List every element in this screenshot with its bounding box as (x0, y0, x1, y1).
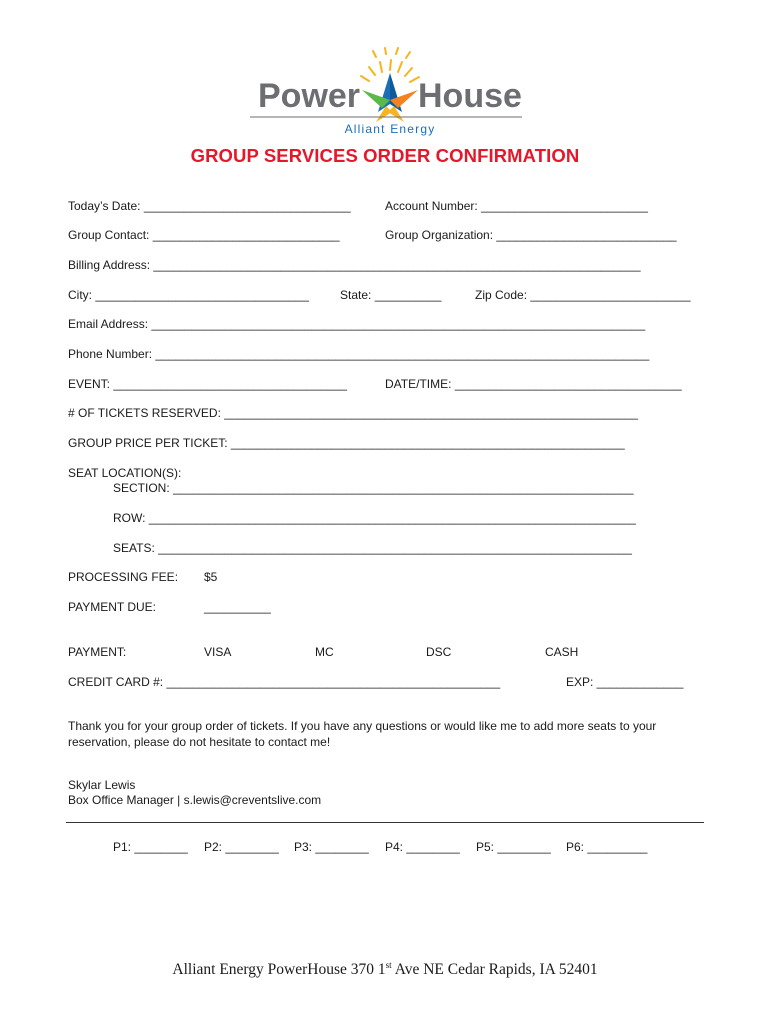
group-contact-field: Group Contact: ____________________________ (68, 228, 340, 242)
signature-name: Skylar Lewis (68, 778, 136, 792)
group-price-field: GROUP PRICE PER TICKET: ___________________________________________________________ (68, 436, 625, 450)
payment-due-label: PAYMENT DUE: (68, 600, 157, 614)
powerhouse-logo-graphic (240, 40, 530, 140)
credit-card-field: CREDIT CARD #: __________________________________________________ (68, 675, 501, 689)
city-field: City: ________________________________ (68, 288, 309, 302)
footer-address-rest: Ave NE Cedar Rapids, IA 52401 (391, 961, 598, 978)
seat-locations-label: SEAT LOCATION(S): (68, 466, 182, 480)
email-address-field: Email Address: __________________________________________________________________________ (68, 317, 646, 331)
payment-option-mc: MC (315, 645, 334, 659)
payment-option-cash: CASH (545, 645, 579, 659)
group-organization-field: Group Organization: ___________________________ (385, 228, 677, 242)
event-field: EVENT: ___________________________________ (68, 377, 347, 391)
footer-address-main: Alliant Energy PowerHouse 370 1 (172, 961, 386, 978)
divider (66, 822, 704, 823)
todays-date-field: Today’s Date: _______________________________ (68, 199, 351, 213)
payment-option-visa: VISA (204, 645, 232, 659)
logo-word-house: House (418, 77, 522, 115)
signature-title: Box Office Manager | s.lewis@creventslive.com (68, 793, 322, 807)
p3-field: P3: ________ (294, 840, 369, 854)
payment-label: PAYMENT: (68, 645, 127, 659)
logo-word-power: Power (258, 77, 361, 115)
p6-field: P6: _________ (566, 840, 648, 854)
payment-due-value: __________ (204, 600, 271, 614)
p1-field: P1: ________ (113, 840, 188, 854)
logo-tagline: Alliant Energy (344, 122, 436, 136)
payment-option-dsc: DSC (426, 645, 452, 659)
phone-number-field: Phone Number: __________________________________________________________________________ (68, 347, 650, 361)
p4-field: P4: ________ (385, 840, 460, 854)
powerhouse-logo (240, 40, 530, 140)
tickets-reserved-field: # OF TICKETS RESERVED: ______________________________________________________________ (68, 406, 639, 420)
footer-address (0, 960, 770, 979)
seats-field: SEATS: _______________________________________________________________________ (113, 541, 632, 555)
star-mark-icon (362, 73, 418, 122)
processing-fee-label: PROCESSING FEE: (68, 570, 179, 584)
thank-you-message: Thank you for your group order of tickets. If you have any questions or would like me to add more seats to your reservation, please do not hesitate to contact me! (68, 719, 657, 749)
state-field: State: __________ (340, 288, 442, 302)
section-field: SECTION: _____________________________________________________________________ (113, 481, 634, 495)
date-time-field: DATE/TIME: __________________________________ (385, 377, 682, 391)
footer-address-ordinal: st (385, 960, 392, 970)
expiration-field: EXP: _____________ (566, 675, 684, 689)
account-number-field: Account Number: _________________________ (385, 199, 648, 213)
p2-field: P2: ________ (204, 840, 279, 854)
page-title: GROUP SERVICES ORDER CONFIRMATION (190, 145, 580, 166)
processing-fee-value: $5 (204, 570, 218, 584)
row-field: ROW: _________________________________________________________________________ (113, 511, 636, 525)
p5-field: P5: ________ (476, 840, 551, 854)
zip-code-field: Zip Code: ________________________ (475, 288, 691, 302)
billing-address-field: Billing Address: _________________________________________________________________________ (68, 258, 641, 272)
